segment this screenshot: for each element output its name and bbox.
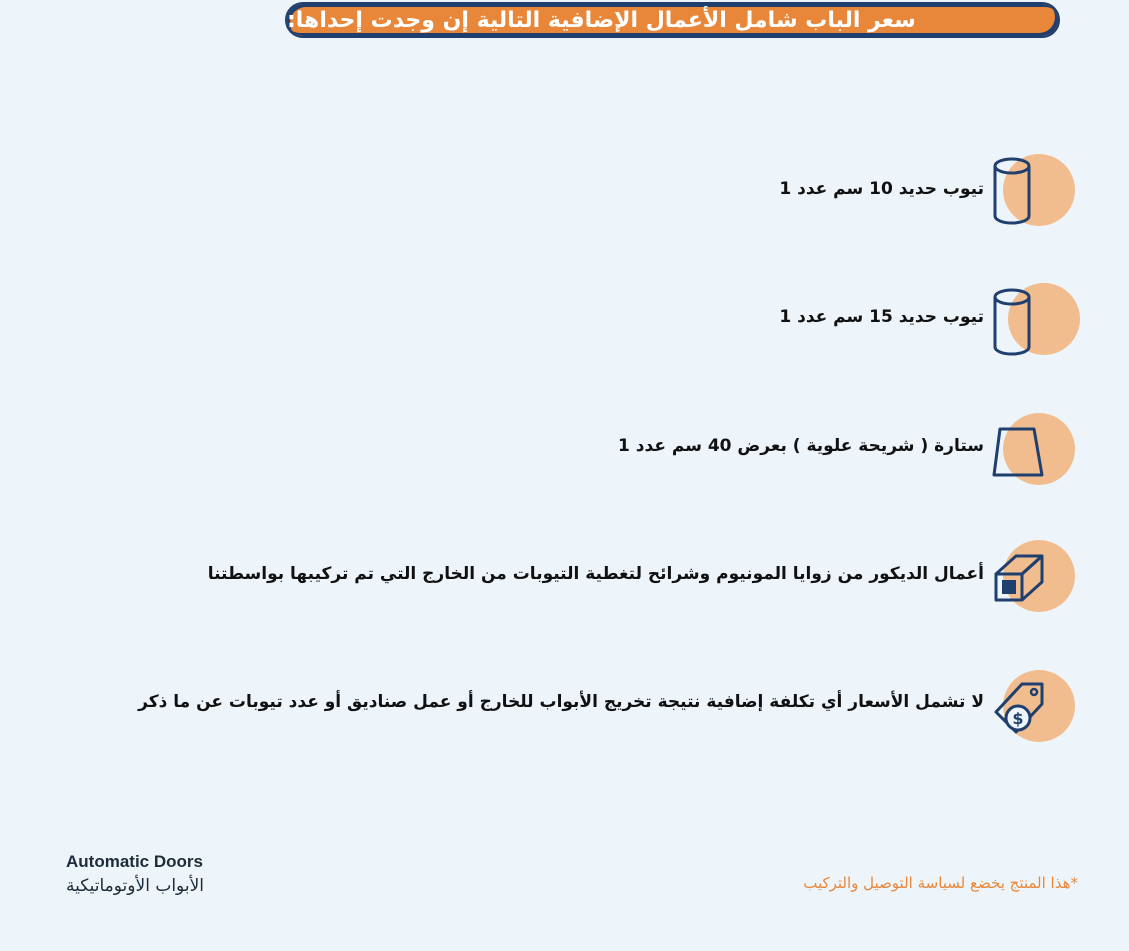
item-text: أعمال الديكور من زوايا المونيوم وشرائح لتغطية التيوبات من الخارج التي تم تركيبها بواسطتنا <box>207 564 984 584</box>
list-item <box>0 154 1129 234</box>
cylinder-icon <box>990 156 1034 226</box>
item-text: ستارة ( شريحة علوية ) بعرض 40 سم عدد 1 <box>618 436 984 456</box>
page-title: سعر الباب شامل الأعمال الإضافية التالية إن وجدت إحداها: <box>287 7 916 33</box>
list-item <box>0 668 1129 748</box>
footnote: *هذا المنتج يخضع لسياسة التوصيل والتركيب <box>803 874 1078 892</box>
trapezoid-icon <box>990 419 1046 481</box>
brand-name-ar: الأبواب الأوتوماتيكية <box>66 876 204 896</box>
item-text: تيوب حديد 10 سم عدد 1 <box>779 179 984 199</box>
cylinder-icon <box>990 287 1034 357</box>
beam-icon <box>990 548 1046 606</box>
list-item <box>0 411 1129 491</box>
list-item <box>0 283 1129 363</box>
svg-text:$: $ <box>1012 709 1024 728</box>
list-item <box>0 540 1129 620</box>
item-text: تيوب حديد 15 سم عدد 1 <box>779 307 984 327</box>
header-banner <box>285 2 1060 38</box>
price-tag-dollar-icon <box>990 674 1050 740</box>
brand-name-en: Automatic Doors <box>66 852 203 871</box>
item-text: لا تشمل الأسعار أي تكلفة إضافية نتيجة تخريج الأبواب للخارج أو عمل صناديق أو عدد تيوبات عن ما ذكر <box>138 692 984 712</box>
